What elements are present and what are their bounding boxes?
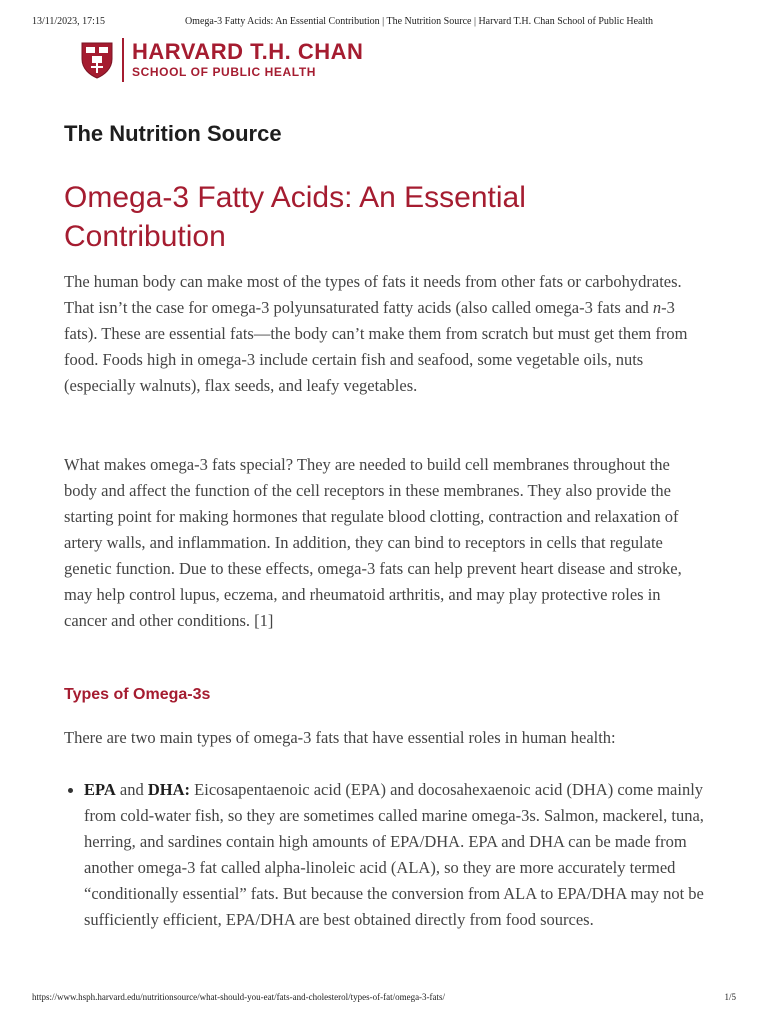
omega-types-list (64, 777, 704, 933)
article-title: Omega-3 Fatty Acids: An Essential Contribution (64, 181, 526, 253)
paragraph-types-intro: There are two main types of omega-3 fats that have essential roles in human health: (64, 728, 616, 747)
term-dha: DHA: (147, 780, 191, 799)
harvard-chan-logo[interactable] (80, 38, 363, 82)
and-text: and (115, 780, 148, 799)
print-footer (32, 992, 736, 1006)
print-date: 13/11/2023, 17:15 (32, 16, 105, 27)
print-url: https://www.hsph.harvard.edu/nutritionsource/what-should-you-eat/fats-and-cholesterol/types-of-fat/omega-3-fats/ (32, 992, 446, 1002)
logo-line-1 (132, 40, 363, 64)
logo-divider (122, 38, 124, 82)
site-name[interactable]: The Nutrition Source (64, 121, 282, 146)
paragraph-intro-part-1: The human body can make most of the types of fats it needs from other fats or carbohydrates. That isn’t the case for omega-3 polyunsaturated fatty acids (also called omega-3 fats and (64, 272, 682, 317)
paragraph-intro (64, 269, 704, 399)
list-item (64, 777, 704, 933)
bullet-icon (68, 788, 73, 793)
n-italic: n (652, 298, 662, 317)
print-header (32, 16, 736, 30)
paragraph-intro-part-2: -3 fats). These are essential fats—the body can’t make them from scratch but must get them from food. Foods high in omega-3 include certain fish and seafood, some vegetable oils, nuts (especially walnuts), flax seeds, and leafy vegetables. (64, 298, 688, 395)
harvard-shield-icon (80, 41, 114, 79)
section-heading-types: Types of Omega-3s (64, 686, 211, 703)
logo-th-chan: T.H. CHAN (250, 39, 364, 64)
term-epa: EPA (84, 780, 116, 799)
logo-text (132, 40, 363, 80)
logo-school-name: SCHOOL OF PUBLIC HEALTH (132, 65, 317, 79)
logo-harvard: HARVARD (132, 39, 244, 64)
page-number: 1/5 (724, 992, 736, 1002)
list-item-text (84, 777, 704, 933)
epa-dha-description: Eicosapentaenoic acid (EPA) and docosahexaenoic acid (DHA) come mainly from cold-water fish, so they are sometimes called marine omega-3s. Salmon, mackerel, tuna, herring, and sardines contain high amounts of EPA/DHA. EPA and DHA can be made from another omega-3 fat called alpha-linoleic acid (ALA), so they are more accurately termed “conditionally essential” fats. But because the conversion from ALA to EPA/DHA may not be sufficiently efficient, EPA/DHA are best obtained directly from food sources. (84, 780, 704, 929)
print-document-title: Omega-3 Fatty Acids: An Essential Contribution | The Nutrition Source | Harvard T.H. Chan School of Public Health (184, 16, 654, 27)
paragraph-why-special: What makes omega-3 fats special? They are needed to build cell membranes throughout the body and affect the function of the cell receptors in these membranes. They also provide the starting point for making hormones that regulate blood clotting, contraction and relaxation of artery walls, and inflammation. In addition, they can bind to receptors in cells that regulate genetic function. Due to these effects, omega-3 fats can help prevent heart disease and stroke, may help control lupus, eczema, and rheumatoid arthritis, and may play protective roles in cancer and other conditions. [1] (64, 455, 682, 630)
